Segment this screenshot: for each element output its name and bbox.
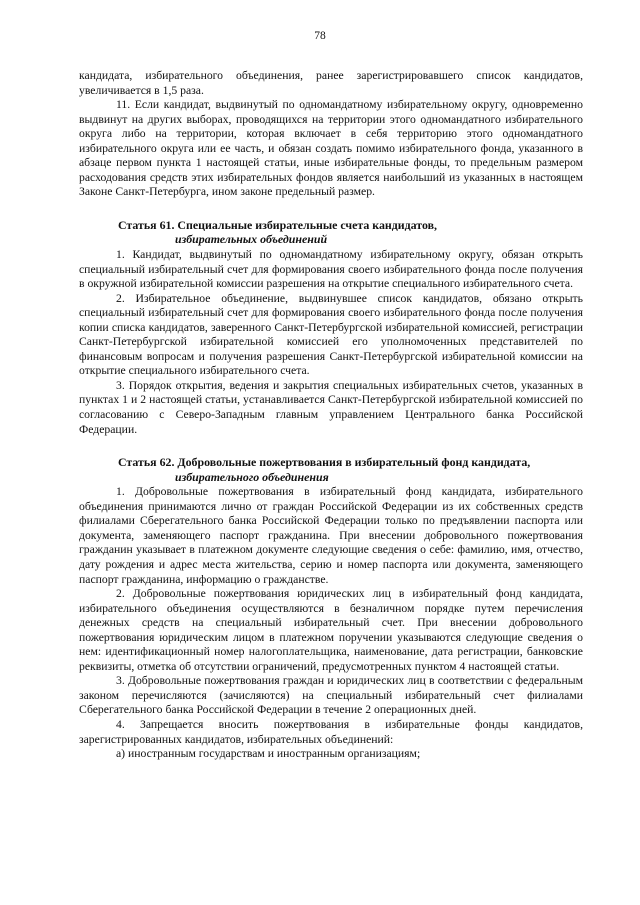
article-62-title: Статья 62. Добровольные пожертвования в избирательный фонд кандидата,	[118, 455, 531, 470]
article-61-title: Статья 61. Специальные избирательные счета кандидатов,	[118, 217, 438, 232]
article-62-subtitle: избирательного объединения	[175, 469, 329, 484]
article-62-paragraph-4: 4. Запрещается вносить пожертвования в избирательные фонды кандидатов, зарегистрированных кандидатов, избирательных объединений:	[79, 717, 583, 746]
page-number: 78	[314, 30, 326, 42]
page-content	[79, 69, 583, 762]
article-61-paragraph-3: 3. Порядок открытия, ведения и закрытия специальных избирательных счетов, указанных в пунктах 1 и 2 настоящей статьи, устанавливается Санкт-Петербургской избирательной комиссией по согласованию с Северо-Западным главным управлением Центрального банка Российской Федерации.	[79, 378, 583, 436]
article-61-subtitle: избирательных объединений	[175, 232, 328, 247]
paragraph-continuation: кандидата, избирательного объединения, ранее зарегистрировавшего список кандидатов, увеличивается в 1,5 раза.	[79, 69, 583, 97]
article-61-heading	[79, 218, 583, 247]
article-61-paragraph-2: 2. Избирательное объединение, выдвинувшее список кандидатов, обязано открыть специальный избирательный счет для формирования своего избирательного фонда после получения копии списка кандидатов, заверенного Санкт-Петербургской избирательной комиссией, регистрации Санкт-Петербургской избирательной комиссией его уполномоченных представителей по финансовым вопросам и получения разрешения Санкт-Петербургской избирательной комиссии на открытие специального избирательного счета.	[79, 291, 583, 378]
article-62-paragraph-1: 1. Добровольные пожертвования в избирательный фонд кандидата, избирательного объединения принимаются лично от граждан Российской Федерации из их собственных средств филиалами Сберегательного банка Российской Федерации только по предъявлении паспорта или документа, заменяющего паспорт гражданина. При внесении добровольного пожертвования гражданин указывает в платежном документе следующие сведения о себе: фамилию, имя, отчество, дату рождения и адрес места жительства, серию и номер паспорта или документа, заменяющего паспорт гражданина, информацию о гражданстве.	[79, 485, 583, 586]
article-61-paragraph-1: 1. Кандидат, выдвинутый по одномандатному избирательному округу, обязан открыть специальный избирательный счет для формирования своего избирательного фонда после получения в окружной избирательной комиссии разрешения на открытие специального избирательного счета.	[79, 248, 583, 291]
article-62-heading	[79, 455, 583, 484]
article-62-paragraph-3: 3. Добровольные пожертвования граждан и юридических лиц в соответствии с федеральным законом перечисляются (зачисляются) на специальный избирательный счет филиалами Сберегательного банка Российской Федерации в течение 2 операционных дней.	[79, 674, 583, 717]
article-62-item-a: а) иностранным государствам и иностранным организациям;	[116, 747, 421, 761]
paragraph-11: 11. Если кандидат, выдвинутый по одномандатному избирательному округу, одновременно выдвинут на других выборах, проводящихся на территории этого одномандатного избирательного округа либо на территории, которая включает в себя территорию этого одномандатного избирательного округа или ее часть, и обязан создать помимо избирательного фонда, указанного в абзаце первом пункта 1 настоящей статьи, иные избирательные фонды, то предельным размером расходования средств этих избирательных фондов является наибольший из указанных в настоящем Законе Санкт-Петербурга, ином законе предельный размер.	[79, 98, 583, 199]
article-62-paragraph-2: 2. Добровольные пожертвования юридических лиц в избирательный фонд кандидата, избирательного объединения осуществляются в безналичном порядке путем перечисления денежных средств на специальный избирательный счет. При внесении добровольного пожертвования юридическим лицом в платежном поручении указываются следующие сведения о нем: идентификационный номер налогоплательщика, наименование, дата регистрации, банковские реквизиты, отметка об отсутствии ограничений, предусмотренных пунктом 4 настоящей статьи.	[79, 587, 583, 673]
